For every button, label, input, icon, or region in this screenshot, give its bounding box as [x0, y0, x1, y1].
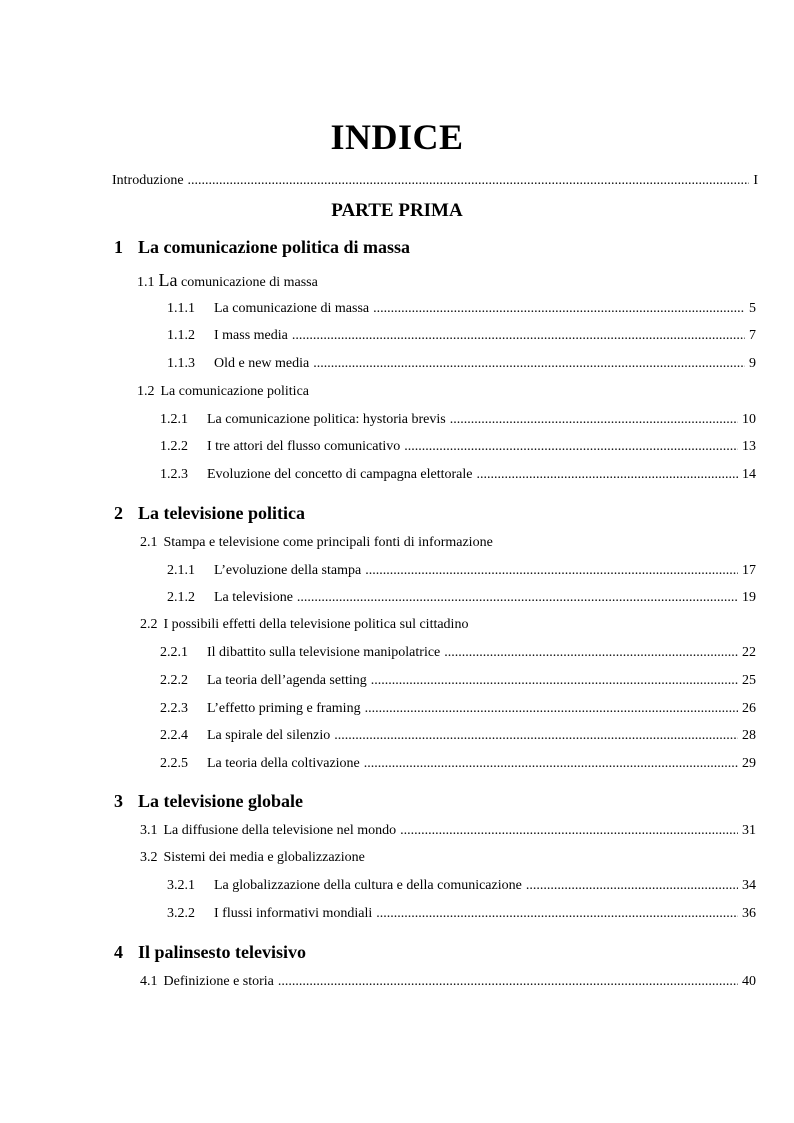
- page-title: INDICE: [330, 117, 464, 157]
- chapter-number: 1: [114, 237, 123, 257]
- section-title: comunicazione di massa: [177, 275, 318, 290]
- subsection-number: 2.1.1: [167, 563, 195, 578]
- toc-section-3-2[interactable]: [140, 850, 365, 866]
- toc-page-number: 28: [742, 728, 756, 743]
- section-title: Definizione e storia: [163, 974, 274, 989]
- subsection-number: 3.2.2: [167, 906, 195, 921]
- section-title: La comunicazione politica: [160, 384, 309, 399]
- toc-section-3-1[interactable]: [140, 823, 756, 839]
- subsection-title: I tre attori del flusso comunicativo: [207, 439, 401, 454]
- toc-subsection[interactable]: [160, 701, 756, 717]
- toc-leader-dots: [188, 173, 750, 189]
- toc-subsection[interactable]: [160, 673, 756, 689]
- toc-subsection[interactable]: [167, 563, 756, 579]
- section-title: I possibili effetti della televisione politica sul cittadino: [163, 617, 469, 632]
- toc-page-number: I: [753, 173, 758, 188]
- section-title: Sistemi dei media e globalizzazione: [163, 850, 365, 865]
- toc-leader-dots: [334, 728, 738, 744]
- toc-leader-dots: [477, 467, 739, 483]
- subsection-title: La comunicazione di massa: [214, 301, 370, 316]
- toc-entry-introduzione[interactable]: [112, 173, 758, 189]
- toc-leader-dots: [278, 974, 738, 990]
- toc-leader-dots: [526, 878, 738, 894]
- toc-chapter-2[interactable]: [114, 503, 305, 524]
- toc-leader-dots: [404, 439, 738, 455]
- chapter-title: La televisione globale: [138, 791, 303, 811]
- toc-leader-dots: [450, 412, 738, 428]
- section-number: 3.2: [140, 850, 158, 865]
- subsection-title: Il dibattito sulla televisione manipolatrice: [207, 645, 441, 660]
- subsection-title: La televisione: [214, 590, 293, 605]
- toc-subsection[interactable]: [167, 878, 756, 894]
- toc-page-number: 17: [742, 563, 756, 578]
- subsection-number: 3.2.1: [167, 878, 195, 893]
- toc-chapter-4[interactable]: [114, 942, 306, 963]
- subsection-number: 2.1.2: [167, 590, 195, 605]
- section-number: 4.1: [140, 974, 158, 989]
- toc-section-1-1[interactable]: [137, 270, 318, 291]
- subsection-title: L’evoluzione della stampa: [214, 563, 362, 578]
- subsection-number: 1.2.2: [160, 439, 188, 454]
- subsection-number: 2.2.4: [160, 728, 188, 743]
- toc-leader-dots: [297, 590, 738, 606]
- subsection-number: 2.2.2: [160, 673, 188, 688]
- toc-leader-dots: [364, 756, 738, 772]
- toc-leader-dots: [313, 356, 745, 372]
- toc-section-4-1[interactable]: [140, 974, 756, 990]
- toc-section-2-1[interactable]: [140, 535, 493, 551]
- chapter-number: 2: [114, 503, 123, 523]
- chapter-number: 3: [114, 791, 123, 811]
- toc-leader-dots: [376, 906, 738, 922]
- toc-page-number: 13: [742, 439, 756, 454]
- toc-subsection[interactable]: [160, 412, 756, 428]
- toc-chapter-1[interactable]: [114, 237, 410, 258]
- toc-page-number: 34: [742, 878, 756, 893]
- toc-page-number: 9: [749, 356, 756, 371]
- subsection-title: La teoria della coltivazione: [207, 756, 360, 771]
- subsection-number: 1.1.1: [167, 301, 195, 316]
- toc-subsection[interactable]: [160, 439, 756, 455]
- subsection-number: 1.1.3: [167, 356, 195, 371]
- section-title: Stampa e televisione come principali fonti di informazione: [163, 535, 493, 550]
- toc-chapter-3[interactable]: [114, 791, 303, 812]
- section-number: 1.1: [137, 275, 155, 290]
- subsection-number: 2.2.1: [160, 645, 188, 660]
- toc-leader-dots: [371, 673, 738, 689]
- toc-section-2-2[interactable]: [140, 617, 468, 633]
- toc-subsection[interactable]: [167, 301, 756, 317]
- subsection-number: 1.1.2: [167, 328, 195, 343]
- toc-subsection[interactable]: [167, 356, 756, 372]
- toc-section-1-2[interactable]: [137, 384, 309, 400]
- toc-leader-dots: [292, 328, 745, 344]
- toc-leader-dots: [444, 645, 738, 661]
- toc-entry-label: Introduzione: [112, 173, 184, 188]
- toc-page-number: 19: [742, 590, 756, 605]
- toc-leader-dots: [400, 823, 738, 839]
- chapter-number: 4: [114, 942, 123, 962]
- subsection-title: Evoluzione del concetto di campagna elettorale: [207, 467, 473, 482]
- chapter-title: La televisione politica: [138, 503, 305, 523]
- toc-page-number: 29: [742, 756, 756, 771]
- section-number: 1.2: [137, 384, 155, 399]
- subsection-title: La spirale del silenzio: [207, 728, 331, 743]
- subsection-title: L’effetto priming e framing: [207, 701, 361, 716]
- chapter-title: La comunicazione politica di massa: [138, 237, 411, 257]
- subsection-title: I flussi informativi mondiali: [214, 906, 373, 921]
- section-number: 2.1: [140, 535, 158, 550]
- subsection-number: 1.2.3: [160, 467, 188, 482]
- subsection-title: Old e new media: [214, 356, 310, 371]
- subsection-number: 1.2.1: [160, 412, 188, 427]
- toc-subsection[interactable]: [167, 906, 756, 922]
- toc-subsection[interactable]: [160, 756, 756, 772]
- toc-page-number: 31: [742, 823, 756, 838]
- toc-leader-dots: [365, 701, 738, 717]
- subsection-title: I mass media: [214, 328, 288, 343]
- section-title-initial: La: [158, 270, 178, 290]
- toc-page-number: 36: [742, 906, 756, 921]
- subsection-number: 2.2.3: [160, 701, 188, 716]
- section-number: 3.1: [140, 823, 158, 838]
- section-number: 2.2: [140, 617, 158, 632]
- subsection-title: La globalizzazione della cultura e della comunicazione: [214, 878, 522, 893]
- toc-page-number: 40: [742, 974, 756, 989]
- subsection-number: 2.2.5: [160, 756, 188, 771]
- toc-page-number: 25: [742, 673, 756, 688]
- toc-page-number: 10: [742, 412, 756, 427]
- subsection-title: La comunicazione politica: hystoria brevis: [207, 412, 446, 427]
- toc-subsection[interactable]: [167, 328, 756, 344]
- subsection-title: La teoria dell’agenda setting: [207, 673, 367, 688]
- toc-page-number: 5: [749, 301, 756, 316]
- toc-subsection[interactable]: [160, 728, 756, 744]
- toc-page-number: 22: [742, 645, 756, 660]
- toc-subsection[interactable]: [167, 590, 756, 606]
- part-heading: PARTE PRIMA: [331, 200, 463, 221]
- section-title: La diffusione della televisione nel mondo: [163, 823, 397, 838]
- toc-page-number: 7: [749, 328, 756, 343]
- toc-page-number: 26: [742, 701, 756, 716]
- toc-subsection[interactable]: [160, 645, 756, 661]
- chapter-title: Il palinsesto televisivo: [138, 942, 307, 962]
- toc-subsection[interactable]: [160, 467, 756, 483]
- toc-leader-dots: [373, 301, 745, 317]
- toc-page-number: 14: [742, 467, 756, 482]
- toc-leader-dots: [365, 563, 738, 579]
